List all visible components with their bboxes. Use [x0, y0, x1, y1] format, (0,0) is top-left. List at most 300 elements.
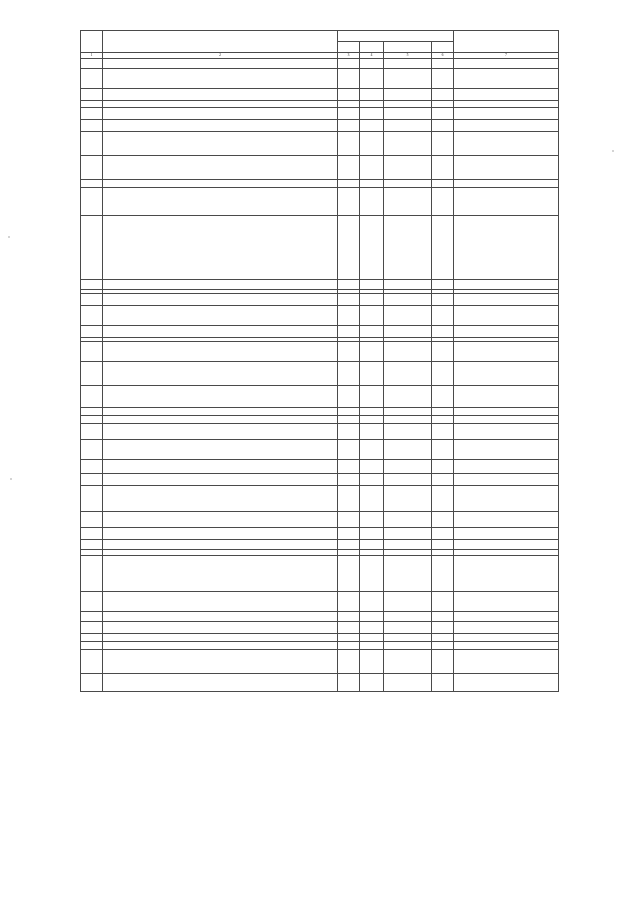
- row-number: [81, 633, 103, 641]
- row-amount: [454, 325, 559, 337]
- row-number: [81, 215, 103, 279]
- row-target-article: [384, 439, 432, 459]
- row-number: [81, 361, 103, 385]
- table-row: [81, 511, 559, 527]
- row-target-article: [384, 293, 432, 305]
- row-grbs: [338, 279, 360, 289]
- row-name: [103, 473, 338, 485]
- column-number: 2: [103, 53, 338, 58]
- table-row: [81, 131, 559, 155]
- row-name: [103, 459, 338, 473]
- row-expense-type: [432, 305, 454, 325]
- table-row: [81, 473, 559, 485]
- row-target-article: [384, 641, 432, 649]
- row-target-article: [384, 88, 432, 100]
- row-amount: [454, 485, 559, 511]
- row-grbs: [338, 555, 360, 591]
- scan-mark: [8, 236, 10, 238]
- row-amount: [454, 439, 559, 459]
- row-amount: [454, 179, 559, 187]
- header-expense-type: [432, 42, 454, 53]
- row-target-article: [384, 58, 432, 68]
- row-expense-type: [432, 415, 454, 423]
- table-row: [81, 88, 559, 100]
- header-target-article: [384, 42, 432, 53]
- table-row: [81, 68, 559, 88]
- row-target-article: [384, 591, 432, 611]
- row-section: [360, 459, 384, 473]
- row-amount: [454, 611, 559, 621]
- table-row: [81, 179, 559, 187]
- row-amount: [454, 119, 559, 131]
- row-number: [81, 439, 103, 459]
- row-expense-type: [432, 293, 454, 305]
- row-name: [103, 68, 338, 88]
- table-row: [81, 611, 559, 621]
- row-name: [103, 555, 338, 591]
- row-section: [360, 179, 384, 187]
- row-number: [81, 58, 103, 68]
- row-amount: [454, 621, 559, 633]
- row-number: [81, 621, 103, 633]
- row-amount: [454, 385, 559, 407]
- row-amount: [454, 361, 559, 385]
- row-grbs: [338, 591, 360, 611]
- row-expense-type: [432, 107, 454, 119]
- row-target-article: [384, 415, 432, 423]
- row-target-article: [384, 131, 432, 155]
- row-expense-type: [432, 423, 454, 439]
- row-number: [81, 187, 103, 215]
- row-expense-type: [432, 341, 454, 361]
- row-expense-type: [432, 131, 454, 155]
- row-name: [103, 131, 338, 155]
- row-grbs: [338, 485, 360, 511]
- row-name: [103, 407, 338, 415]
- row-number: [81, 527, 103, 539]
- table-row: [81, 341, 559, 361]
- row-grbs: [338, 511, 360, 527]
- row-number: [81, 107, 103, 119]
- row-number: [81, 641, 103, 649]
- header-name: [103, 31, 338, 53]
- row-section: [360, 187, 384, 215]
- row-amount: [454, 155, 559, 179]
- row-number: [81, 673, 103, 691]
- row-name: [103, 325, 338, 337]
- row-amount: [454, 187, 559, 215]
- row-expense-type: [432, 187, 454, 215]
- row-number: [81, 485, 103, 511]
- row-section: [360, 293, 384, 305]
- row-number: [81, 88, 103, 100]
- row-amount: [454, 511, 559, 527]
- row-grbs: [338, 341, 360, 361]
- row-expense-type: [432, 527, 454, 539]
- row-amount: [454, 100, 559, 107]
- row-target-article: [384, 361, 432, 385]
- row-amount: [454, 88, 559, 100]
- row-target-article: [384, 621, 432, 633]
- row-number: [81, 415, 103, 423]
- row-section: [360, 527, 384, 539]
- column-number: 4: [360, 53, 384, 58]
- row-target-article: [384, 407, 432, 415]
- row-amount: [454, 279, 559, 289]
- row-section: [360, 341, 384, 361]
- row-amount: [454, 673, 559, 691]
- row-expense-type: [432, 473, 454, 485]
- row-name: [103, 621, 338, 633]
- row-target-article: [384, 100, 432, 107]
- row-name: [103, 591, 338, 611]
- row-target-article: [384, 649, 432, 673]
- row-name: [103, 511, 338, 527]
- table-row: [81, 591, 559, 611]
- row-section: [360, 131, 384, 155]
- row-grbs: [338, 423, 360, 439]
- column-number: 6: [432, 53, 454, 58]
- row-section: [360, 633, 384, 641]
- row-target-article: [384, 485, 432, 511]
- row-amount: [454, 459, 559, 473]
- row-name: [103, 385, 338, 407]
- row-grbs: [338, 187, 360, 215]
- row-name: [103, 107, 338, 119]
- row-section: [360, 485, 384, 511]
- row-name: [103, 649, 338, 673]
- row-target-article: [384, 341, 432, 361]
- row-name: [103, 293, 338, 305]
- row-target-article: [384, 511, 432, 527]
- row-expense-type: [432, 68, 454, 88]
- row-target-article: [384, 423, 432, 439]
- row-number: [81, 473, 103, 485]
- row-name: [103, 485, 338, 511]
- row-expense-type: [432, 58, 454, 68]
- row-grbs: [338, 100, 360, 107]
- header-annual-volume: [454, 31, 559, 53]
- row-grbs: [338, 633, 360, 641]
- row-target-article: [384, 555, 432, 591]
- row-number: [81, 131, 103, 155]
- row-name: [103, 361, 338, 385]
- row-section: [360, 673, 384, 691]
- row-section: [360, 415, 384, 423]
- row-number: [81, 100, 103, 107]
- row-section: [360, 58, 384, 68]
- table-row: [81, 100, 559, 107]
- row-name: [103, 279, 338, 289]
- row-grbs: [338, 621, 360, 633]
- row-target-article: [384, 459, 432, 473]
- table-row: [81, 279, 559, 289]
- row-name: [103, 58, 338, 68]
- row-grbs: [338, 385, 360, 407]
- table-row: [81, 439, 559, 459]
- row-grbs: [338, 107, 360, 119]
- row-expense-type: [432, 673, 454, 691]
- row-expense-type: [432, 100, 454, 107]
- table-row: [81, 621, 559, 633]
- row-name: [103, 539, 338, 549]
- row-section: [360, 361, 384, 385]
- row-grbs: [338, 293, 360, 305]
- row-section: [360, 305, 384, 325]
- row-number: [81, 385, 103, 407]
- row-number: [81, 511, 103, 527]
- table-row: [81, 58, 559, 68]
- row-number: [81, 341, 103, 361]
- row-expense-type: [432, 555, 454, 591]
- row-section: [360, 215, 384, 279]
- table-row: [81, 649, 559, 673]
- row-grbs: [338, 407, 360, 415]
- row-grbs: [338, 649, 360, 673]
- scan-mark: [10, 478, 12, 480]
- row-number: [81, 459, 103, 473]
- row-number: [81, 325, 103, 337]
- row-amount: [454, 649, 559, 673]
- row-target-article: [384, 473, 432, 485]
- row-section: [360, 641, 384, 649]
- row-grbs: [338, 155, 360, 179]
- row-section: [360, 423, 384, 439]
- row-number: [81, 119, 103, 131]
- row-section: [360, 555, 384, 591]
- row-section: [360, 119, 384, 131]
- table-row: [81, 459, 559, 473]
- row-amount: [454, 305, 559, 325]
- row-grbs: [338, 611, 360, 621]
- row-section: [360, 649, 384, 673]
- row-target-article: [384, 385, 432, 407]
- row-expense-type: [432, 511, 454, 527]
- row-amount: [454, 539, 559, 549]
- row-section: [360, 621, 384, 633]
- row-section: [360, 68, 384, 88]
- header-codes: [338, 31, 454, 42]
- table-row: [81, 361, 559, 385]
- header-number: [81, 31, 103, 53]
- row-grbs: [338, 415, 360, 423]
- row-number: [81, 407, 103, 415]
- row-target-article: [384, 215, 432, 279]
- row-section: [360, 539, 384, 549]
- row-number: [81, 279, 103, 289]
- row-grbs: [338, 459, 360, 473]
- table-row: [81, 155, 559, 179]
- row-grbs: [338, 305, 360, 325]
- row-name: [103, 423, 338, 439]
- row-expense-type: [432, 649, 454, 673]
- table-row: [81, 305, 559, 325]
- row-grbs: [338, 673, 360, 691]
- column-number: 3: [338, 53, 360, 58]
- row-expense-type: [432, 539, 454, 549]
- row-section: [360, 325, 384, 337]
- row-amount: [454, 473, 559, 485]
- table-row: [81, 107, 559, 119]
- row-expense-type: [432, 591, 454, 611]
- row-name: [103, 415, 338, 423]
- scan-mark: [612, 150, 614, 152]
- row-name: [103, 439, 338, 459]
- table-row: [81, 187, 559, 215]
- row-name: [103, 187, 338, 215]
- row-number: [81, 68, 103, 88]
- row-target-article: [384, 611, 432, 621]
- row-amount: [454, 341, 559, 361]
- row-target-article: [384, 179, 432, 187]
- row-name: [103, 305, 338, 325]
- row-amount: [454, 58, 559, 68]
- table-row: [81, 407, 559, 415]
- table-row: [81, 423, 559, 439]
- table-row: [81, 215, 559, 279]
- row-number: [81, 155, 103, 179]
- table-row: [81, 325, 559, 337]
- table-row: [81, 293, 559, 305]
- row-amount: [454, 407, 559, 415]
- row-section: [360, 100, 384, 107]
- table-row: [81, 485, 559, 511]
- budget-table: [80, 30, 559, 692]
- row-number: [81, 611, 103, 621]
- row-expense-type: [432, 215, 454, 279]
- row-expense-type: [432, 459, 454, 473]
- row-number: [81, 179, 103, 187]
- row-target-article: [384, 305, 432, 325]
- row-target-article: [384, 539, 432, 549]
- row-number: [81, 649, 103, 673]
- row-expense-type: [432, 88, 454, 100]
- row-target-article: [384, 68, 432, 88]
- row-target-article: [384, 119, 432, 131]
- table-row: [81, 415, 559, 423]
- row-target-article: [384, 527, 432, 539]
- row-expense-type: [432, 621, 454, 633]
- row-name: [103, 641, 338, 649]
- column-number: 5: [384, 53, 432, 58]
- column-number: 1: [81, 53, 103, 58]
- row-name: [103, 341, 338, 361]
- row-number: [81, 305, 103, 325]
- table-body: [81, 58, 559, 691]
- row-expense-type: [432, 179, 454, 187]
- row-target-article: [384, 279, 432, 289]
- row-name: [103, 633, 338, 641]
- row-amount: [454, 591, 559, 611]
- row-amount: [454, 131, 559, 155]
- row-grbs: [338, 361, 360, 385]
- row-target-article: [384, 633, 432, 641]
- column-number: 7: [454, 53, 559, 58]
- row-expense-type: [432, 439, 454, 459]
- row-grbs: [338, 131, 360, 155]
- row-name: [103, 119, 338, 131]
- row-number: [81, 539, 103, 549]
- table-header: [81, 31, 559, 42]
- table-row: [81, 385, 559, 407]
- row-grbs: [338, 539, 360, 549]
- row-section: [360, 511, 384, 527]
- row-amount: [454, 633, 559, 641]
- row-amount: [454, 68, 559, 88]
- row-amount: [454, 415, 559, 423]
- table-row: [81, 633, 559, 641]
- row-expense-type: [432, 155, 454, 179]
- table-row: [81, 527, 559, 539]
- row-grbs: [338, 88, 360, 100]
- row-target-article: [384, 107, 432, 119]
- row-name: [103, 100, 338, 107]
- row-target-article: [384, 187, 432, 215]
- row-expense-type: [432, 279, 454, 289]
- table-row: [81, 641, 559, 649]
- row-expense-type: [432, 325, 454, 337]
- row-grbs: [338, 68, 360, 88]
- row-expense-type: [432, 385, 454, 407]
- row-section: [360, 473, 384, 485]
- row-section: [360, 407, 384, 415]
- row-expense-type: [432, 633, 454, 641]
- row-number: [81, 423, 103, 439]
- row-name: [103, 673, 338, 691]
- row-section: [360, 385, 384, 407]
- row-grbs: [338, 215, 360, 279]
- row-grbs: [338, 119, 360, 131]
- row-amount: [454, 215, 559, 279]
- table-row: [81, 555, 559, 591]
- row-grbs: [338, 58, 360, 68]
- table-row: [81, 539, 559, 549]
- row-grbs: [338, 325, 360, 337]
- row-expense-type: [432, 119, 454, 131]
- row-section: [360, 88, 384, 100]
- header-grbs: [338, 42, 360, 53]
- row-name: [103, 179, 338, 187]
- row-expense-type: [432, 611, 454, 621]
- row-name: [103, 88, 338, 100]
- row-name: [103, 215, 338, 279]
- row-section: [360, 591, 384, 611]
- row-expense-type: [432, 641, 454, 649]
- row-expense-type: [432, 407, 454, 415]
- row-number: [81, 555, 103, 591]
- row-number: [81, 293, 103, 305]
- row-section: [360, 107, 384, 119]
- header-section: [360, 42, 384, 53]
- row-grbs: [338, 527, 360, 539]
- row-number: [81, 591, 103, 611]
- row-section: [360, 611, 384, 621]
- row-amount: [454, 423, 559, 439]
- row-grbs: [338, 641, 360, 649]
- row-amount: [454, 293, 559, 305]
- row-amount: [454, 527, 559, 539]
- row-amount: [454, 107, 559, 119]
- row-section: [360, 155, 384, 179]
- table-row: [81, 119, 559, 131]
- row-grbs: [338, 179, 360, 187]
- row-grbs: [338, 439, 360, 459]
- table-row: [81, 673, 559, 691]
- row-expense-type: [432, 485, 454, 511]
- row-name: [103, 611, 338, 621]
- row-grbs: [338, 473, 360, 485]
- row-target-article: [384, 155, 432, 179]
